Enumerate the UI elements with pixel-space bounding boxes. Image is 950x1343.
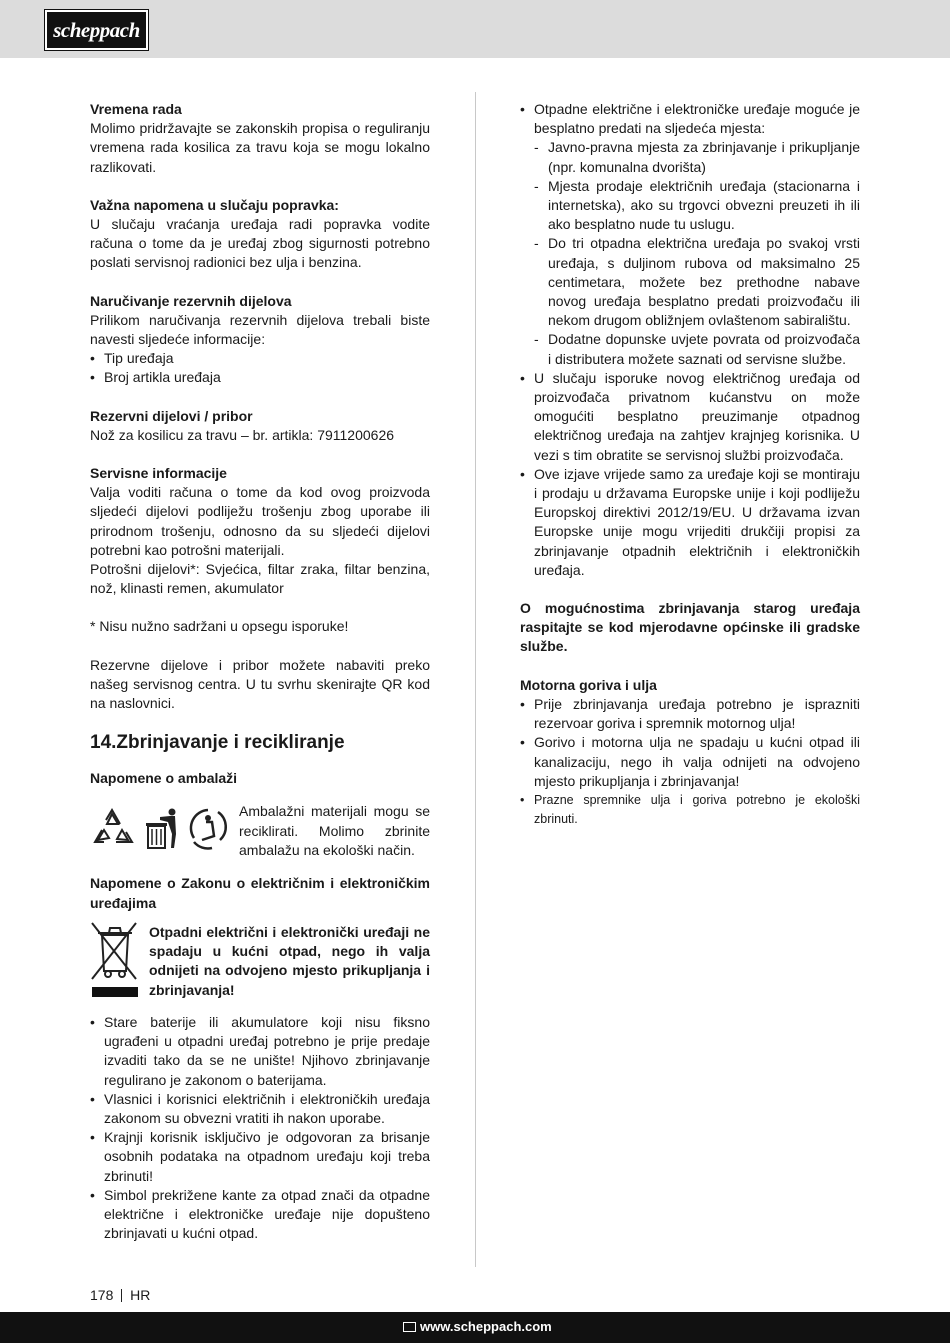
list-item: • Prazne spremnike ulja i goriva potrebno je ekološki zbrinuti. [520, 791, 860, 829]
page-number-value: 178 [90, 1287, 114, 1303]
list-item: • Tip uređaja [90, 349, 430, 368]
weee-title: Napomene o Zakonu o električnim i elektroničkim uređajima [90, 875, 430, 911]
weee-warning: Otpadni električni i elektronički uređaji ne spadaju u kućni otpad, nego ih valja odnijeti na odvojeno mjesto prikupljanja i zbrinjavanja! [149, 923, 430, 998]
list-item [520, 100, 860, 369]
sub-list-item: - Dodatne dopunske uvjete povrata od proizvođača i distributera možete saznati od servisne službe. [520, 330, 860, 368]
delivery-note: * Nisu nužno sadržani u opsegu isporuke! [90, 618, 349, 635]
sub-list-item: - Javno-pravna mjesta za zbrinjavanje i prikupljanje (npr. komunalna dvorišta) [520, 138, 860, 176]
sub-list [520, 138, 860, 368]
website-link[interactable] [403, 1319, 552, 1334]
recycle-circle-icon [191, 810, 226, 848]
spare-parts-text: Nož za kosilicu za travu – br. artikla: 7911200626 [90, 426, 395, 443]
sub-list-item: - Mjesta prodaje električnih uređaja (stacionarna i internetska), ako su trgovci obvezni preuzeti ih ili ako besplatno nude tu uslugu. [520, 177, 860, 235]
list-item: • Stare baterije ili akumulatore koji nisu fiksno ugrađeni u otpadni uređaj potrebno je prije predaje izvaditi tako da se ne unište! Njihovo zbrinjavanje regulirano je zakonom o baterijama. [90, 1013, 430, 1090]
working-hours-text: Molimo pridržavajte se zakonskih propisa o reguliranju vremena rada kosilica za travu koja se mogu lokalno razlikovati. [90, 120, 430, 175]
weee-row [90, 921, 430, 1013]
ordering-list [90, 349, 430, 387]
column-divider [475, 92, 476, 1267]
left-column [90, 100, 430, 1243]
list-item-text: Otpadne električne i elektroničke uređaje moguće je besplatno predati na sljedeća mjesta: [534, 101, 860, 137]
right-column [520, 100, 860, 829]
page-separator [121, 1289, 122, 1302]
repair-text: U slučaju vraćanja uređaja radi popravka vodite računa o tome da je uređaj zbog sigurnosti potrebno poslati servisnoj radionici bez ulja i benzina. [90, 216, 430, 271]
logo-text: scheppach [53, 18, 140, 42]
packaging-title: Napomene o ambalaži [90, 770, 238, 787]
sub-list-item: - Do tri otpadna električna uređaja po svakoj vrsti uređaja, s duljinom rubova od maksimalno 25 centimetara, možete bez prethodne nabave novog uređaja besplatno predati proizvođaču ili nekom drugom obližnjem ovlaštenom sabiralištu. [520, 234, 860, 330]
ordering-title: Naručivanje rezervnih dijelova [90, 292, 292, 309]
section-title: 14.Zbrinjavanje i recikliranje [90, 732, 345, 754]
service-title: Servisne informacije [90, 465, 227, 482]
packaging-row [90, 802, 430, 862]
list-item: • Simbol prekrižene kante za otpad znači da otpadne električne i elektroničke uređaje nije dopušteno zbrinjavati u kućni otpad. [90, 1186, 430, 1244]
repair-title: Važna napomena u slučaju popravka: [90, 196, 339, 213]
list-item: • Gorivo i motorna ulja ne spadaju u kućni otpad ili kanalizaciju, nego ih valja odnijeti na odvojeno mjesto prikupljanja i zbrinjavanja! [520, 733, 860, 791]
website-url: www.scheppach.com [420, 1319, 552, 1334]
page-footer [0, 1312, 950, 1343]
spare-parts-title: Rezervni dijelovi / pribor [90, 407, 253, 424]
working-hours-title: Vremena rada [90, 101, 182, 117]
language-code: HR [130, 1287, 151, 1303]
trash-person-icon [146, 809, 176, 849]
list-item: • Krajnji korisnik isključivo je odgovoran za brisanje osobnih podataka na otpadnom uređaju koji treba zbrinuti! [90, 1128, 430, 1186]
packaging-text: Ambalažni materijali mogu se reciklirati. Molimo zbrinite ambalažu na ekološki način. [239, 803, 430, 858]
order-info-text: Rezervne dijelove i pribor možete nabaviti preko našeg servisnog centra. U tu svrhu skenirajte QR kod na naslovnici. [90, 656, 430, 712]
page-header [0, 0, 950, 58]
list-item: • Broj artikla uređaja [90, 368, 430, 387]
list-item: • U slučaju isporuke novog električnog uređaja od proizvođača privatnom kućanstvu on može omogućiti besplatno preuzimanje otpadnog električnog uređaja na zahtjev krajnjeg korisnika. U vezi s tim obratite se servisnoj službi proizvođača. [520, 369, 860, 465]
fuels-title: Motorna goriva i ulja [520, 676, 657, 693]
recycling-icon [90, 804, 235, 852]
scheppach-logo [45, 10, 148, 50]
monitor-icon [403, 1322, 416, 1332]
page-number [90, 1287, 150, 1303]
fuels-list [520, 695, 860, 829]
ordering-text: Prilikom naručivanja rezervnih dijelova trebali biste navesti sljedeće informacije: [90, 311, 430, 348]
list-item: • Prije zbrinjavanja uređaja potrebno je isprazniti rezervoar goriva i spremnik motornog ulja! [520, 695, 860, 733]
consumables-text: Potrošni dijelovi*: Svjećica, filtar zraka, filtar benzina, nož, klinasti remen, akumulator [90, 561, 430, 597]
list-item: • Ove izjave vrijede samo za uređaje koji se montiraju i prodaju u državama Europske unije i koji podliježu Europskoj direktivi 2012/19/EU. U državama izvan Europske unije mogu vrijediti drukčiji propisi za zbrinjavanje otpadnih električnih i elektroničkih uređaja. [520, 465, 860, 580]
crossed-bin-icon [90, 921, 140, 1006]
weee-list [90, 1013, 430, 1243]
service-text: Valja voditi računa o tome da kod ovog proizvoda sljedeći dijelovi podliježu trošenju zbog uporabe ili prirodnom trošenju, odnosno da su sljedeći dijelovi potrebni kao potrošni materijali. [90, 484, 430, 558]
return-points-list [520, 100, 860, 580]
list-item: • Vlasnici i korisnici električnih i elektroničkih uređaja zakonom su obvezni vratiti ih nakon uporabe. [90, 1090, 430, 1128]
municipal-note: O mogućnostima zbrinjavanja starog uređaja raspitajte se kod mjerodavne općinske ili gradske službe. [520, 600, 860, 655]
